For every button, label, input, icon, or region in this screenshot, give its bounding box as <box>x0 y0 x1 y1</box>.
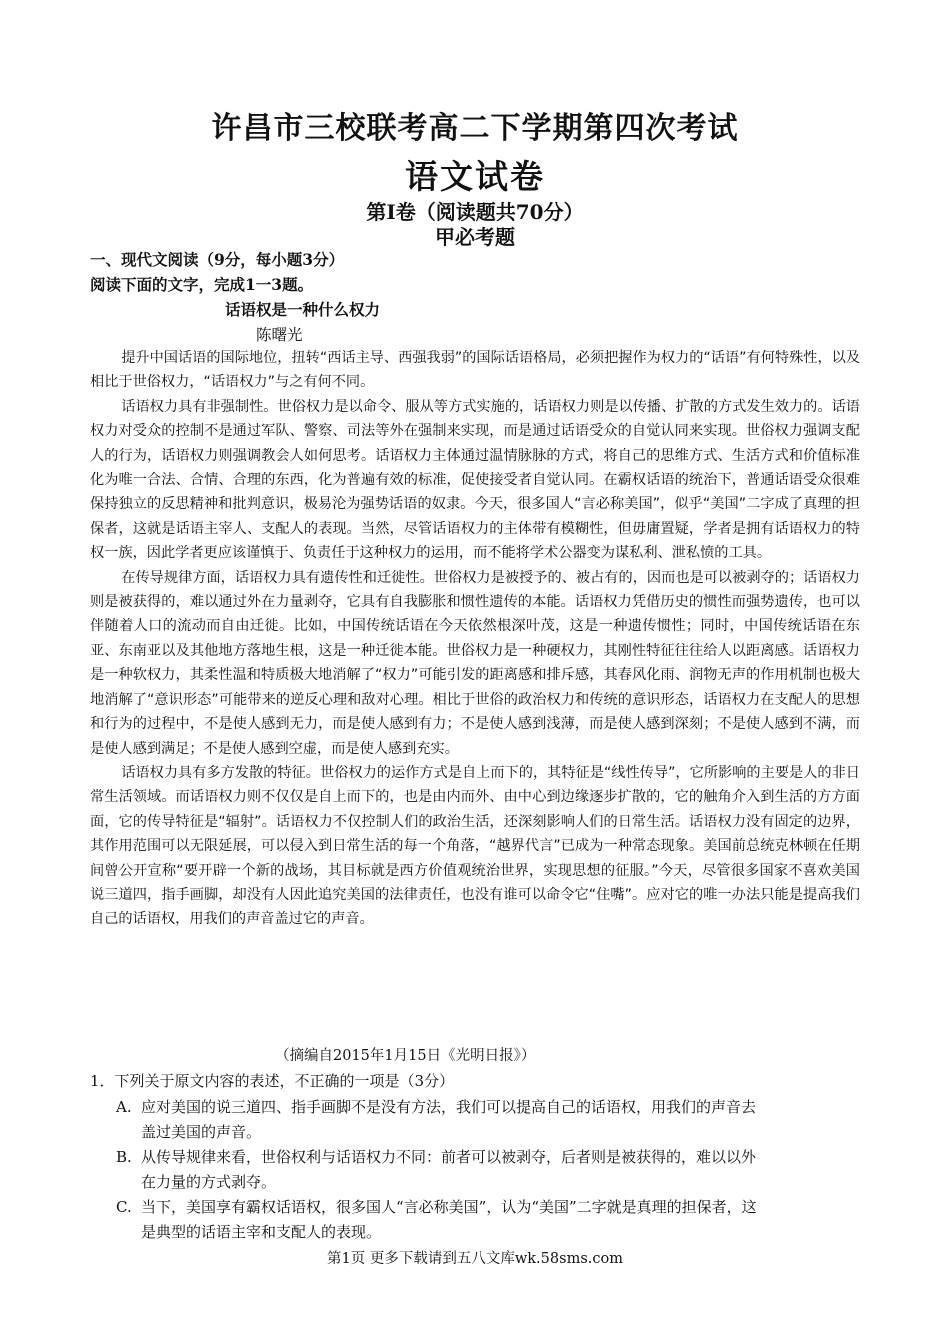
article-paragraph: 话语权力具有非强制性。世俗权力是以命令、服从等方式实施的，话语权力则是以传播、扩散的方式发生效力的。话语权力对受众的控制不是通过军队、警察、司法等外在强制来实现，而是通过话语受众的自觉认同来实现。世俗权力强调支配人的行为，话语权力则强调教会人如何思考。话语权力主体通过温情脉脉的方式，将自己的思维方式、生活方式和价值标准化为唯一合法、合情、合理的东西，化为普遍有效的标准，促使接受者自觉认同。在霸权话语的统治下，普通话语受众很难保持独立的反思精神和批判意识，极易沦为强势话语的奴隶。今天，很多国人“言必称美国”，似乎“美国”二字成了真理的担保者，这就是话语主宰人、支配人的表现。当然，尽管话语权力的主体带有模糊性，但毋庸置疑，学者是拥有话语权力的特权一族，因此学者更应该谨慎于、负责任于这种权力的运用，而不能将学术公器变为谋私利、泄私愤的工具。 <box>90 398 860 562</box>
option-text: 从传导规律来看，世俗权利与话语权力不同：前者可以被剥夺，后者则是被获得的，难以以外在力量的方式剥夺。 <box>141 1148 757 1191</box>
option-b <box>116 1145 766 1195</box>
section-title: 甲必考题 <box>435 225 515 249</box>
option-letter: C. <box>116 1198 132 1216</box>
article-source: （摘编自2015年1月15日《光明日报》） <box>275 1048 536 1064</box>
article-paragraph: 话语权力具有多方发散的特征。世俗权力的运作方式是自上而下的，其特征是“线性传导”，它所影响的主要是人的非日常生活领域。而话语权力则不仅仅是自上而下的，也是由内而外、由中心到边缘逐步扩散的，它的触角介入到生活的方方面面，它的传导特征是“辐射”。话语权力不仅控制人们的政治生活，还深刻影响人们的日常生活。话语权力没有固定的边界，其作用范围可以无限延展，可以侵入到日常生活的每一个角落，“越界代言”已成为一种常态现象。美国前总统克林顿在任期间曾公开宣称“要开辟一个新的战场，其目标就是西方价值观统治世界，实现思想的征服。”今天，尽管很多国家不喜欢美国说三道四，指手画脚，却没有人因此追究美国的法律责任，也没有谁可以命令它“住嘴”。应对它的唯一办法只能是提高我们自己的话语权，用我们的声音盖过它的声音。 <box>90 764 860 928</box>
article-title: 话语权是一种什么权力 <box>225 300 381 319</box>
article-paragraph: 提升中国话语的国际地位，扭转“西话主导、西强我弱”的国际话语格局，必须把握作为权力的“话语”有何特殊性，以及相比于世俗权力，“话语权力”与之有何不同。 <box>90 350 861 391</box>
volume-title: 第Ⅰ卷（阅读题共70分） <box>366 200 584 224</box>
option-letter: A. <box>116 1098 132 1116</box>
reading-instruction: 阅读下面的文字，完成1一3题。 <box>90 275 314 294</box>
option-letter: B. <box>116 1148 132 1166</box>
page-footer: 第1页 更多下载请到五八文库wk.58sms.com <box>327 1251 623 1267</box>
option-text: 应对美国的说三道四、指手画脚不是没有方法，我们可以提高自己的话语权，用我们的声音去盖过美国的声音。 <box>141 1098 757 1141</box>
option-a <box>116 1095 766 1145</box>
option-text: 当下，美国享有霸权话语权，很多国人“言必称美国”，认为“美国”二字就是真理的担保者，这是典型的话语主宰和支配人的表现。 <box>141 1198 757 1241</box>
option-c <box>116 1195 766 1245</box>
exam-title: 许昌市三校联考高二下学期第四次考试 <box>211 111 739 146</box>
reading-section-heading: 一、现代文阅读（9分，每小题3分） <box>90 250 345 269</box>
question-stem: 1．下列关于原文内容的表述，不正确的一项是（3分） <box>90 1072 455 1090</box>
article-body <box>90 346 860 932</box>
subject-title: 语文试卷 <box>405 157 545 196</box>
article-author: 陈曙光 <box>256 326 303 344</box>
article-paragraph: 在传导规律方面，话语权力具有遗传性和迁徙性。世俗权力是被授予的、被占有的，因而也是可以被剥夺的；话语权力则是被获得的，难以通过外在力量剥夺，它具有自我膨胀和惯性遗传的本能。话语权力凭借历史的惯性而强势遗传，也可以伴随着人口的流动而自由迁徙。比如，中国传统话语在今天依然根深叶茂，这是一种遗传惯性；同时，中国传统话语在东亚、东南亚以及其他地方落地生根，这是一种迁徙本能。世俗权力是一种硬权力，其刚性特征往往给人以距离感。话语权力是一种软权力，其柔性温和特质极大地消解了“权力”可能引发的距离感和排斥感，其春风化雨、润物无声的作用机制也极大地消解了“意识形态”可能带来的逆反心理和敌对心理。相比于世俗的政治权力和传统的意识形态，话语权力在支配人的思想和行为的过程中，不是使人感到无力，而是使人感到有力；不是使人感到浅薄，而是使人感到深刻；不是使人感到不满，而是使人感到满足；不是使人感到空虚，而是使人感到充实。 <box>90 569 860 757</box>
